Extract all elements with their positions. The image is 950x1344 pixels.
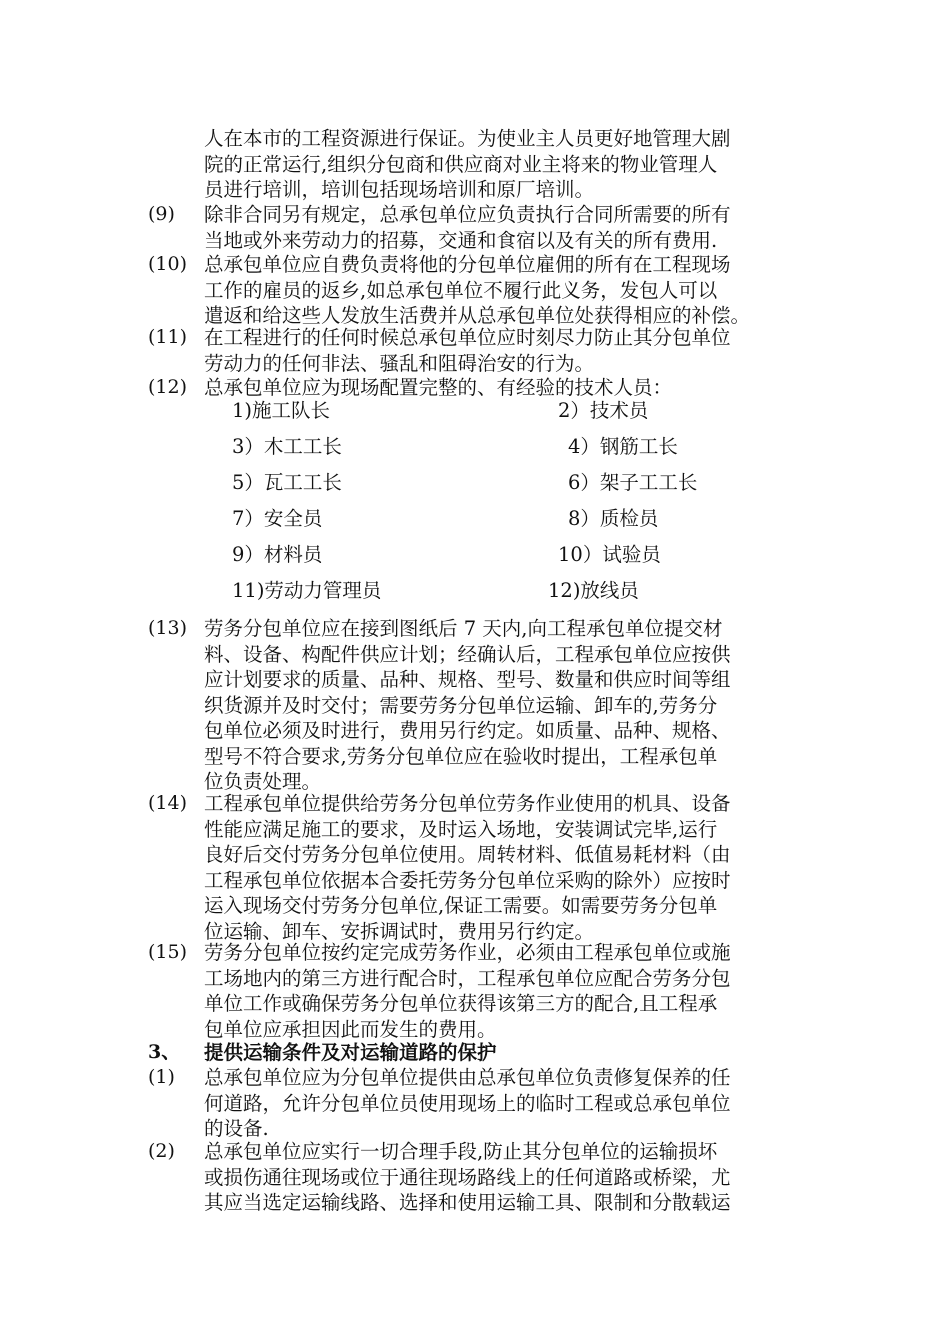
staff-item: 9）材料员 [232, 543, 323, 566]
text-line: 工程承包单位依据本合委托劳务分包单位采购的除外）应按时 [204, 868, 731, 892]
text-line: 良好后交付劳务分包单位使用。周转材料、低值易耗材料（由 [204, 843, 731, 866]
clause-number: (10) [148, 253, 188, 275]
clause-number: (14) [148, 792, 188, 814]
staff-item: 6）架子工工长 [568, 471, 698, 494]
text-line: 员进行培训，培训包括现场培训和原厂培训。 [204, 178, 595, 201]
clause-number: (11) [148, 326, 188, 348]
text-line: 位负责处理。 [204, 770, 322, 793]
text-line: 遣返和给这些人发放生活费并从总承包单位处获得相应的补偿。 [204, 304, 751, 327]
section-number: 3、 [148, 1041, 181, 1063]
clause-number: (2) [148, 1140, 175, 1162]
text-line: 劳务分包单位按约定完成劳务作业，必须由工程承包单位或施 [204, 941, 731, 964]
text-line: 总承包单位应自费负责将他的分包单位雇佣的所有在工程现场 [204, 253, 731, 276]
staff-item: 2）技术员 [558, 399, 649, 422]
text-line: 除非合同另有规定，总承包单位应负责执行合同所需要的所有 [204, 203, 731, 226]
text-line: 工场地内的第三方进行配合时，工程承包单位应配合劳务分包 [204, 966, 731, 990]
text-line: 总承包单位应实行一切合理手段,防止其分包单位的运输损坏 [204, 1140, 718, 1163]
text-line: 或损伤通往现场或位于通往现场路线上的任何道路或桥梁，尤 [204, 1165, 731, 1189]
staff-item: 12)放线员 [548, 579, 639, 602]
staff-item: 10）试验员 [558, 543, 661, 566]
text-line: 性能应满足施工的要求，及时运入场地，安装调试完毕,运行 [204, 817, 718, 841]
text-line: 院的正常运行,组织分包商和供应商对业主将来的物业管理人 [204, 152, 718, 176]
clause-number: (15) [148, 941, 188, 963]
text-line: 人在本市的工程资源进行保证。为使业主人员更好地管理大剧 [204, 127, 731, 150]
text-line: 劳动力的任何非法、骚乱和阻碍治安的行为。 [204, 351, 595, 375]
staff-item: 8）质检员 [568, 507, 659, 530]
text-line: 其应当选定运输线路、选择和使用运输工具、限制和分散载运 [204, 1191, 731, 1214]
text-line: 当地或外来劳动力的招募，交通和食宿以及有关的所有费用. [204, 228, 718, 252]
text-line: 总承包单位应为分包单位提供由总承包单位负责修复保养的任 [204, 1066, 731, 1089]
text-line: 包单位必须及时进行，费用另行约定。如质量、品种、规格、 [204, 719, 731, 742]
text-line: 位运输、卸车、安拆调试时，费用另行约定。 [204, 919, 595, 943]
text-line: 单位工作或确保劳务分包单位获得该第三方的配合,且工程承 [204, 992, 718, 1015]
staff-item: 5）瓦工工长 [232, 471, 342, 494]
clause-number: (9) [148, 203, 175, 225]
staff-item: 4）钢筋工长 [568, 435, 678, 458]
text-line: 型号不符合要求,劳务分包单位应在验收时提出，工程承包单 [204, 744, 718, 768]
text-line: 包单位应承担因此而发生的费用。 [204, 1017, 497, 1041]
text-line: 何道路，允许分包单位员使用现场上的临时工程或总承包单位 [204, 1091, 731, 1115]
staff-item: 7）安全员 [232, 507, 323, 530]
clause-number: (1) [148, 1066, 175, 1088]
text-line: 在工程进行的任何时候总承包单位应时刻尽力防止其分包单位 [204, 326, 731, 349]
text-line: 劳务分包单位应在接到图纸后 7 天内,向工程承包单位提交材 [204, 617, 723, 640]
staff-item: 11)劳动力管理员 [232, 579, 382, 602]
text-line: 工作的雇员的返乡,如总承包单位不履行此义务，发包人可以 [204, 278, 718, 302]
text-line: 总承包单位应为现场配置完整的、有经验的技术人员： [204, 376, 673, 399]
clause-number: (13) [148, 617, 188, 639]
text-line: 运入现场交付劳务分包单位,保证工需要。如需要劳务分包单 [204, 894, 718, 917]
text-line: 应计划要求的质量、品种、规格、型号、数量和供应时间等组 [204, 668, 731, 691]
text-line: 的设备. [204, 1117, 269, 1140]
text-line: 料、设备、构配件供应计划；经确认后，工程承包单位应按供 [204, 642, 731, 666]
staff-item: 3）木工工长 [232, 435, 342, 458]
clause-number: (12) [148, 376, 188, 398]
section-title: 提供运输条件及对运输道路的保护 [204, 1041, 497, 1064]
text-line: 织货源并及时交付；需要劳务分包单位运输、卸车的,劳务分 [204, 693, 718, 717]
staff-item: 1)施工队长 [232, 399, 331, 422]
text-line: 工程承包单位提供给劳务分包单位劳务作业使用的机具、设备 [204, 792, 731, 815]
